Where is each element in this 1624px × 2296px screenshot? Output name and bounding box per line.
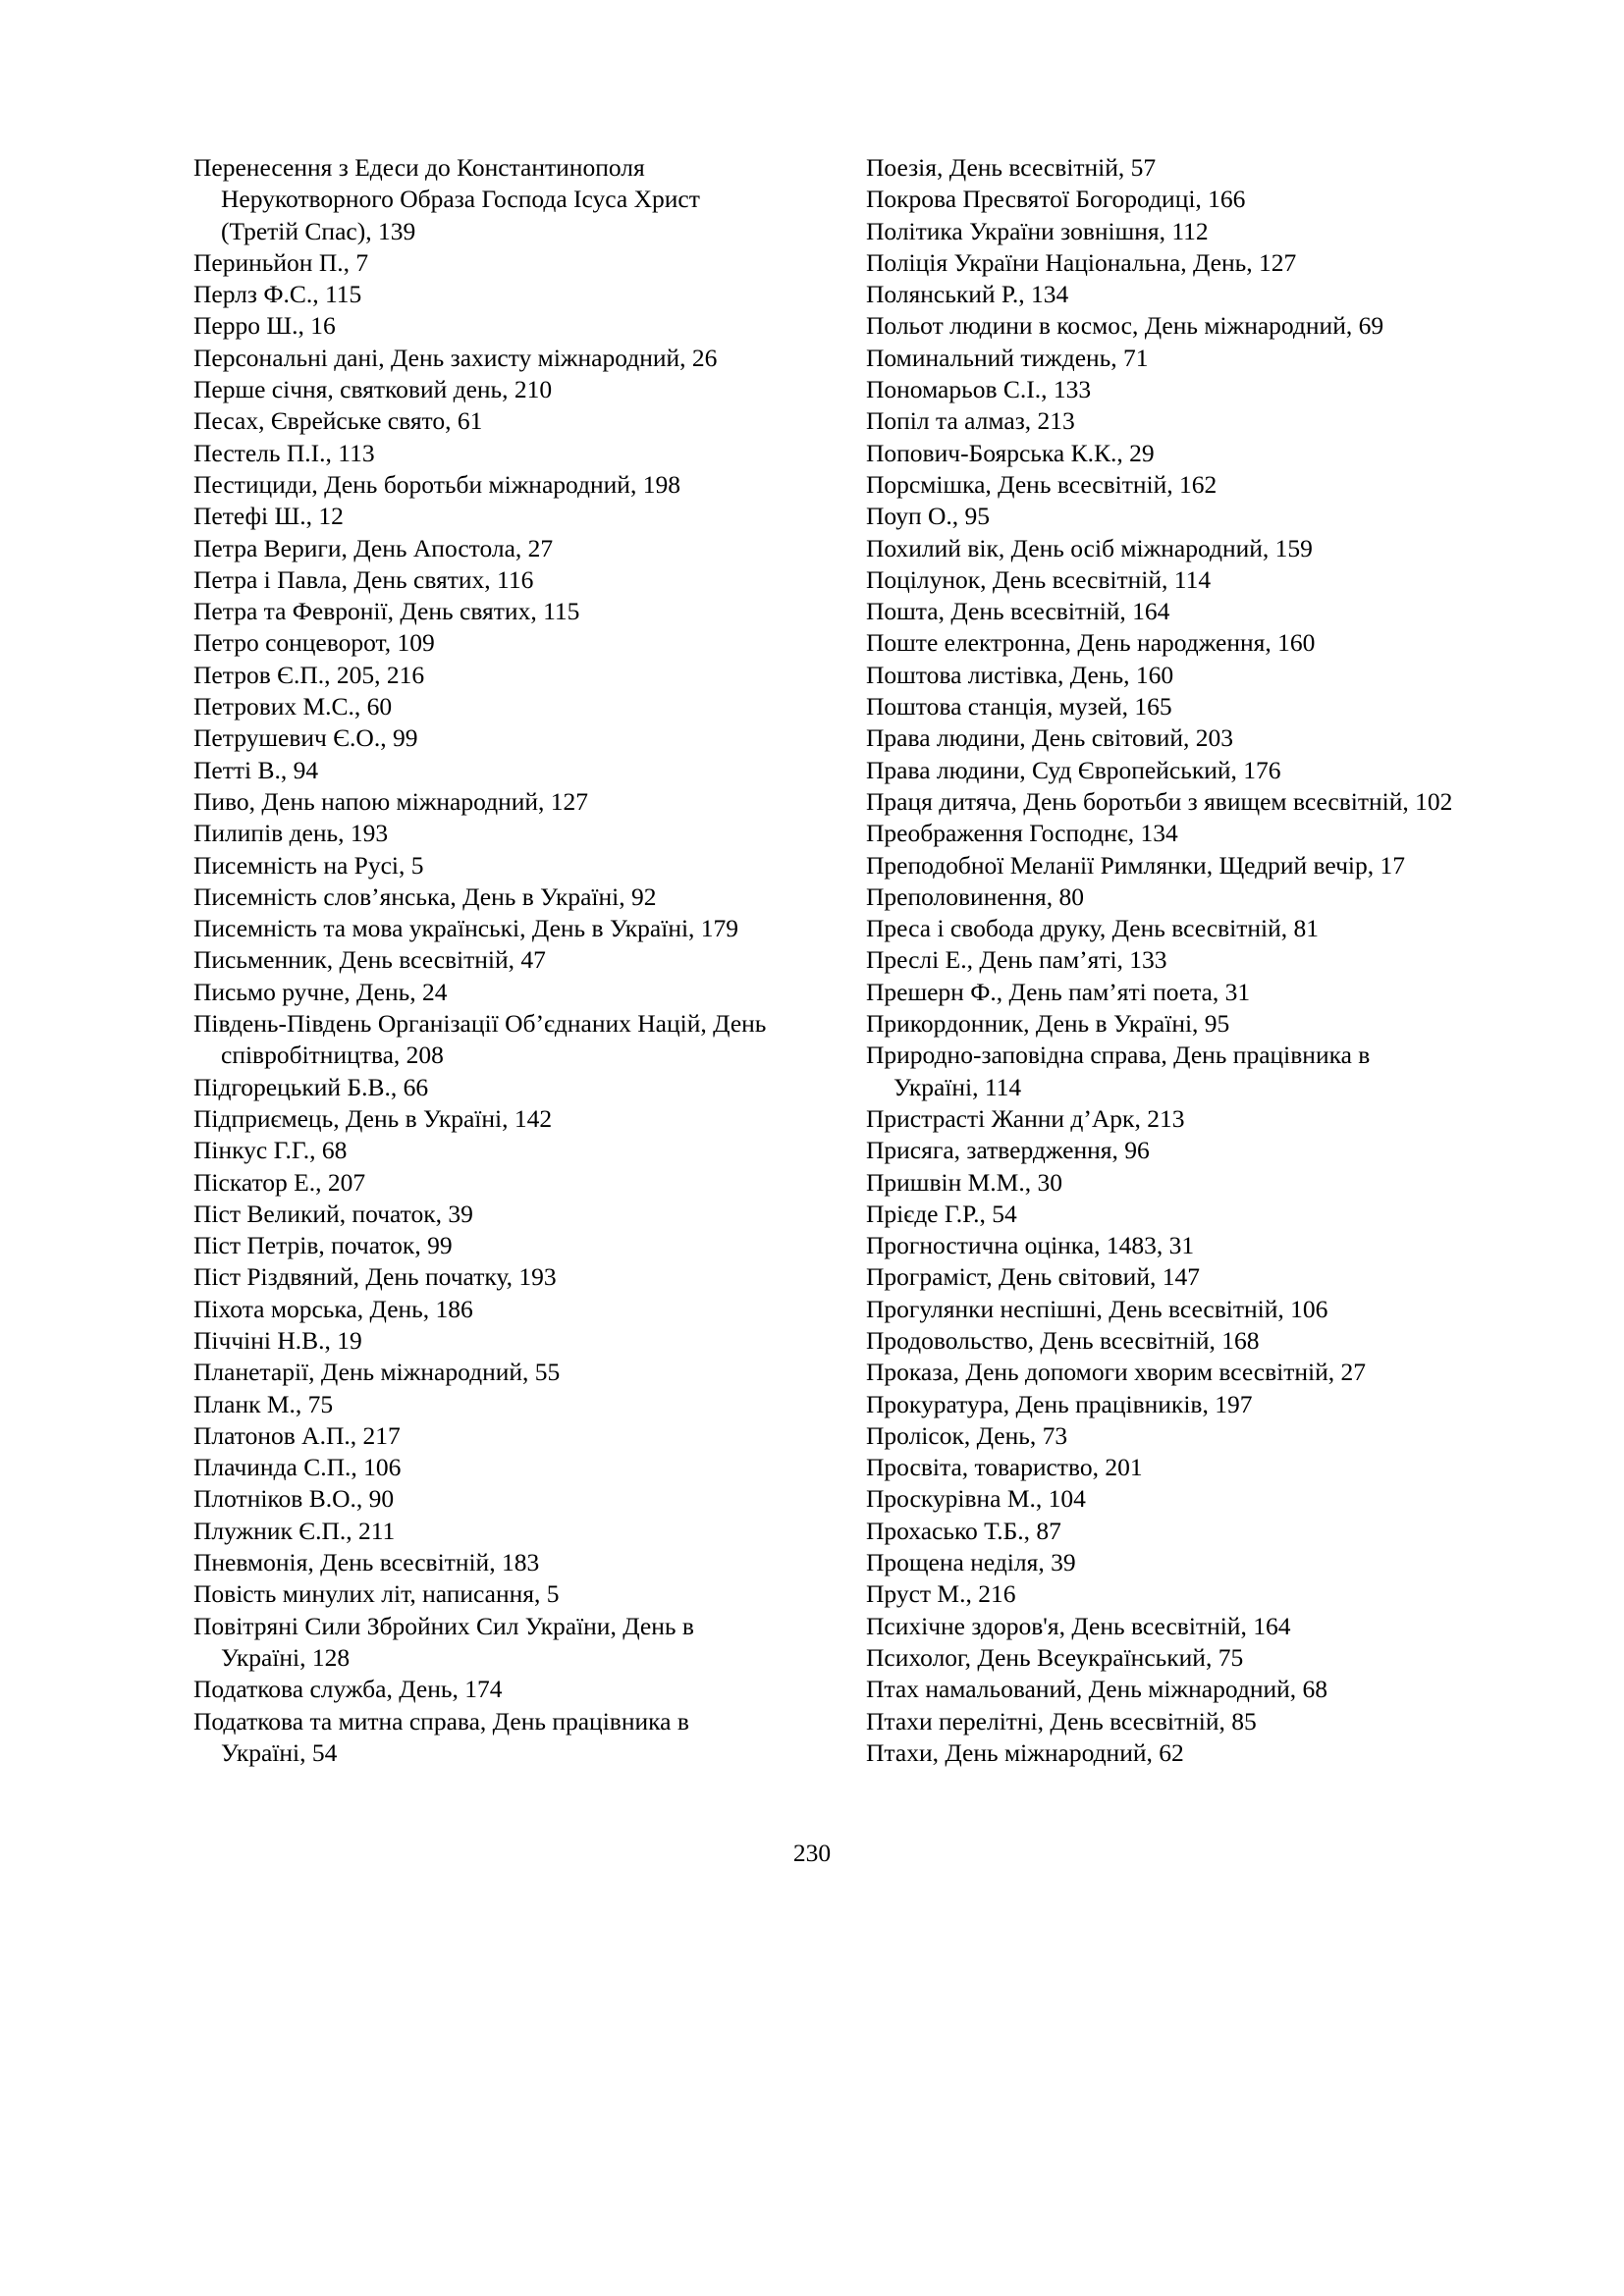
index-entry: Плужник Є.П., 211 bbox=[193, 1516, 396, 1545]
index-entry: Петрушевич Є.О., 99 bbox=[193, 723, 418, 753]
index-entry: Поуп О., 95 bbox=[866, 502, 991, 531]
index-entry: Пінкус Г.Г., 68 bbox=[193, 1136, 348, 1165]
page-number: 230 bbox=[792, 1839, 832, 1867]
index-entry: Полянський Р., 134 bbox=[866, 280, 1069, 309]
index-entry: Петті В., 94 bbox=[193, 755, 319, 784]
index-entry: Похилий вік, День осіб міжнародний, 159 bbox=[866, 533, 1313, 562]
index-entry: Проскурівна М., 104 bbox=[866, 1484, 1086, 1514]
index-entry: Преображення Господнє, 134 bbox=[866, 819, 1178, 848]
index-entry: Піст Петрів, початок, 99 bbox=[193, 1231, 453, 1260]
index-entry: Природно-заповідна справа, День працівника в Україні, 114 bbox=[866, 1041, 1371, 1101]
index-entry: Підприємець, День в Україні, 142 bbox=[193, 1103, 553, 1133]
index-entry: Птахи, День міжнародний, 62 bbox=[866, 1737, 1184, 1767]
index-entry: Пришвін М.М., 30 bbox=[866, 1167, 1062, 1197]
index-entry: Перше січня, святковий день, 210 bbox=[193, 375, 553, 404]
index-entry: Повість минулих літ, написання, 5 bbox=[193, 1579, 560, 1609]
index-entry: Повітряні Сили Збройних Сил України, День в Україні, 128 bbox=[193, 1611, 694, 1672]
index-entry: Поштова листівка, День, 160 bbox=[866, 660, 1174, 689]
index-entry: Попіл та алмаз, 213 bbox=[866, 406, 1075, 436]
index-entry: Прогулянки неспішні, День всесвітній, 106 bbox=[866, 1294, 1328, 1323]
index-entry: Планк М., 75 bbox=[193, 1389, 334, 1418]
index-entry: Петра Вериги, День Апостола, 27 bbox=[193, 533, 554, 562]
index-entry: Праця дитяча, День боротьби з явищем всесвітній, 102 bbox=[866, 786, 1453, 816]
index-entry: Преполовинення, 80 bbox=[866, 881, 1084, 911]
index-entry: Прієде Г.Р., 54 bbox=[866, 1199, 1017, 1228]
index-entry: Пристрасті Жанни д’Арк, 213 bbox=[866, 1103, 1185, 1133]
index-entry: Прокуратура, День працівників, 197 bbox=[866, 1389, 1253, 1418]
index-entry: Плотніков В.О., 90 bbox=[193, 1484, 395, 1514]
index-entry: Прохасько Т.Б., 87 bbox=[866, 1516, 1061, 1545]
index-entry: Просвіта, товариство, 201 bbox=[866, 1453, 1143, 1482]
index-entry: Письмо ручне, День, 24 bbox=[193, 977, 448, 1006]
index-entry: Пруст М., 216 bbox=[866, 1579, 1016, 1609]
index-entry: Петро сонцеворот, 109 bbox=[193, 628, 435, 658]
index-entry: Петефі Ш., 12 bbox=[193, 502, 344, 531]
index-entry: Пилипів день, 193 bbox=[193, 819, 389, 848]
index-entry: Піччіні Н.В., 19 bbox=[193, 1325, 362, 1355]
index-entry: Психолог, День Всеукраїнський, 75 bbox=[866, 1642, 1244, 1672]
index-entry: Поезія, День всесвітній, 57 bbox=[866, 153, 1157, 182]
index-entry: Пневмонія, День всесвітній, 183 bbox=[193, 1548, 540, 1577]
index-entry: Права людини, Суд Європейський, 176 bbox=[866, 755, 1281, 784]
index-entry: Підгорецький Б.В., 66 bbox=[193, 1072, 429, 1101]
index-entry: Прешерн Ф., День пам’яті поета, 31 bbox=[866, 977, 1251, 1006]
index-entry: Південь-Південь Організації Об’єднаних Націй, День співробітництва, 208 bbox=[193, 1009, 767, 1070]
index-entry: Периньйон П., 7 bbox=[193, 247, 369, 277]
index-entry: Піст Різдвяний, День початку, 193 bbox=[193, 1262, 557, 1292]
index-entry: Піст Великий, початок, 39 bbox=[193, 1199, 473, 1228]
index-entry: Петра та Февронії, День святих, 115 bbox=[193, 597, 580, 626]
index-entry: Прощена неділя, 39 bbox=[866, 1548, 1076, 1577]
index-entry: Прогностична оцінка, 1483, 31 bbox=[866, 1231, 1195, 1260]
index-entry: Пестициди, День боротьби міжнародний, 198 bbox=[193, 469, 680, 499]
index-entry: Персональні дані, День захисту міжнародний, 26 bbox=[193, 343, 718, 372]
index-column-left bbox=[193, 152, 773, 1769]
index-entry: Поліція України Національна, День, 127 bbox=[866, 247, 1297, 277]
index-entry: Пономарьов С.І., 133 bbox=[866, 375, 1092, 404]
index-entry: Петров Є.П., 205, 216 bbox=[193, 660, 425, 689]
index-entry: Поште електронна, День народження, 160 bbox=[866, 628, 1316, 658]
index-entry: Письменник, День всесвітній, 47 bbox=[193, 945, 546, 975]
index-entry: Прикордонник, День в Україні, 95 bbox=[866, 1009, 1230, 1039]
index-entry: Писемність на Русі, 5 bbox=[193, 850, 424, 880]
index-entry: Податкова та митна справа, День працівника в Україні, 54 bbox=[193, 1706, 689, 1767]
index-entry: Песах, Єврейське свято, 61 bbox=[193, 406, 483, 436]
index-entry: Птахи перелітні, День всесвітній, 85 bbox=[866, 1706, 1257, 1735]
index-entry: Піскатор Е., 207 bbox=[193, 1167, 366, 1197]
index-entry: Преслі Е., День пам’яті, 133 bbox=[866, 945, 1167, 975]
index-entry: Перро Ш., 16 bbox=[193, 311, 336, 341]
index-entry: Податкова служба, День, 174 bbox=[193, 1675, 503, 1704]
index-entry: Пестель П.І., 113 bbox=[193, 438, 375, 467]
index-entry: Петра і Павла, День святих, 116 bbox=[193, 564, 534, 594]
index-entry: Поцілунок, День всесвітній, 114 bbox=[866, 564, 1212, 594]
index-entry: Перенесення з Едеси до Константинополя Нерукотворного Образа Господа Ісуса Христ (Третій Спас), 139 bbox=[193, 153, 700, 245]
index-entry: Піхота морська, День, 186 bbox=[193, 1294, 473, 1323]
index-entry: Плачинда С.П., 106 bbox=[193, 1453, 402, 1482]
index-entry: Пиво, День напою міжнародний, 127 bbox=[193, 786, 589, 816]
index-column-right bbox=[866, 152, 1455, 1769]
index-entry: Пролісок, День, 73 bbox=[866, 1420, 1068, 1450]
index-entry: Планетарії, День міжнародний, 55 bbox=[193, 1358, 561, 1387]
index-entry: Пошта, День всесвітній, 164 bbox=[866, 597, 1170, 626]
index-entry: Права людини, День світовий, 203 bbox=[866, 723, 1234, 753]
index-entry: Писемність слов’янська, День в Україні, 92 bbox=[193, 881, 657, 911]
index-entry: Петрових М.С., 60 bbox=[193, 692, 393, 721]
index-entry: Перлз Ф.С., 115 bbox=[193, 280, 362, 309]
index-entry: Політика України зовнішня, 112 bbox=[866, 216, 1209, 245]
index-entry: Програміст, День світовий, 147 bbox=[866, 1262, 1200, 1292]
index-entry: Писемність та мова українські, День в Україні, 179 bbox=[193, 914, 739, 943]
index-entry: Поштова станція, музей, 165 bbox=[866, 692, 1172, 721]
index-entry: Проказа, День допомоги хворим всесвітній, 27 bbox=[866, 1358, 1367, 1387]
index-entry: Преса і свобода друку, День всесвітній, 81 bbox=[866, 914, 1319, 943]
index-entry: Польот людини в космос, День міжнародний, 69 bbox=[866, 311, 1384, 341]
index-entry: Поминальний тиждень, 71 bbox=[866, 343, 1149, 372]
index-entry: Порсмішка, День всесвітній, 162 bbox=[866, 469, 1218, 499]
index-entry: Преподобної Меланії Римлянки, Щедрий вечір, 17 bbox=[866, 850, 1406, 880]
index-entry: Присяга, затвердження, 96 bbox=[866, 1136, 1150, 1165]
index-entry: Продовольство, День всесвітній, 168 bbox=[866, 1325, 1260, 1355]
index-entry: Попович-Боярська К.К., 29 bbox=[866, 438, 1155, 467]
index-entry: Птах намальований, День міжнародний, 68 bbox=[866, 1675, 1328, 1704]
index-entry: Психічне здоров'я, День всесвітній, 164 bbox=[866, 1611, 1291, 1640]
index-entry: Покрова Пресвятої Богородиці, 166 bbox=[866, 185, 1246, 214]
index-entry: Платонов А.П., 217 bbox=[193, 1420, 401, 1450]
